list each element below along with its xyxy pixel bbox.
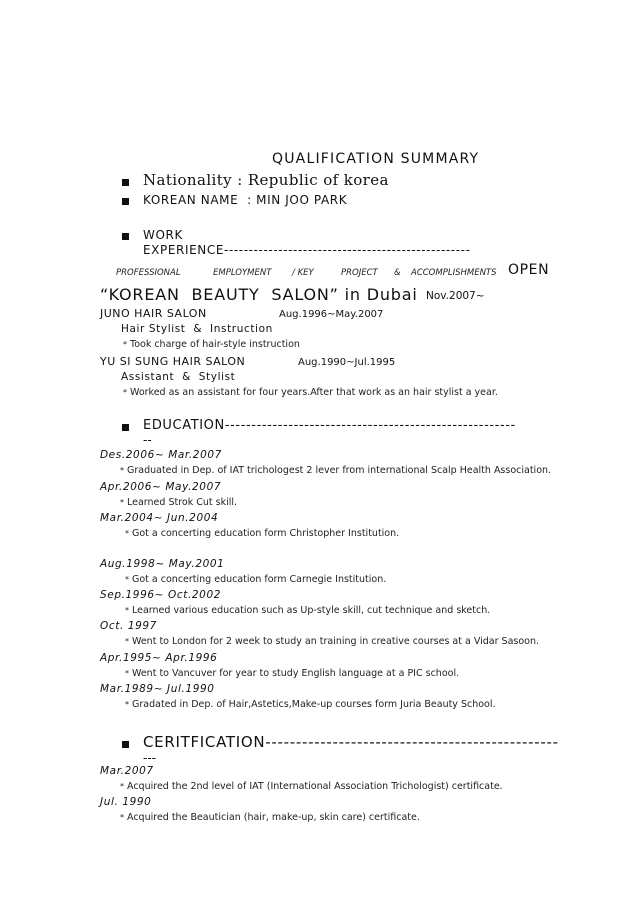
education-detail: * Got a concerting education form Carnegie Institution. [125,574,387,585]
education-detail: * Went to London for 2 week to study an training in creative courses at a Vidar Sasoon. [125,636,540,647]
certification-date: Mar.2007 [100,765,154,777]
work-heading: WORK [143,228,183,242]
education-detail: * Got a concerting education form Christopher Institution. [125,528,400,539]
certification-detail: * Acquired the Beautician (hair, make-up, skin care) certificate. [120,812,420,823]
job-dates: Aug.1990~Jul.1995 [298,357,396,368]
subheader-open: OPEN [508,262,550,278]
star-bullet-icon: * [120,782,124,791]
star-bullet-icon: * [123,340,127,349]
subheader-accomplishments: ACCOMPLISHMENTS [411,268,497,278]
star-bullet-icon: * [123,388,127,397]
salon-date: Nov.2007~ [426,290,485,302]
star-bullet-icon: * [120,813,124,822]
page-title: QUALIFICATION SUMMARY [272,151,480,167]
job-dates: Aug.1996~May.2007 [279,309,384,320]
certification-heading: CERITFICATION------------------------------------------------ [143,733,559,751]
job-detail: * Took charge of hair-style instruction [123,339,300,350]
education-detail: * Learned Strok Cut skill. [120,497,238,508]
star-bullet-icon: * [125,575,129,584]
job-company: YU SI SUNG HAIR SALON [100,355,246,368]
star-bullet-icon: * [125,700,129,709]
education-detail: * Learned various education such as Up-style skill, cut technique and sketch. [125,605,491,616]
certification-detail: * Acquired the 2nd level of IAT (International Association Trichologist) certificate. [120,781,503,792]
bullet-square-icon [122,198,129,205]
education-date: Mar.1989~ Jul.1990 [100,683,215,695]
star-bullet-icon: * [125,606,129,615]
salon-name: “KOREAN BEAUTY SALON” in Dubai [100,285,418,304]
subheader-employment: EMPLOYMENT [213,268,272,278]
job-role: Assistant & Stylist [121,371,236,383]
education-heading-dashes: -- [143,433,152,447]
star-bullet-icon: * [125,637,129,646]
education-detail: * Graduated in Dep. of IAT trichologest 2 lever from international Scalp Health Association. [120,465,552,476]
certification-heading-dashes: --- [143,751,156,765]
work-heading-dashes: EXPERIENCE-------------------------------------------------- [143,243,471,257]
education-date: Des.2006~ Mar.2007 [100,449,222,461]
education-date: Aug.1998~ May.2001 [100,558,225,570]
education-date: Sep.1996~ Oct.2002 [100,589,221,601]
star-bullet-icon: * [125,669,129,678]
subheader-key: / KEY [292,268,314,278]
subheader-amp: & [394,268,401,278]
bullet-square-icon [122,424,129,431]
certification-date: Jul. 1990 [100,796,152,808]
bullet-square-icon [122,179,129,186]
education-heading: EDUCATION------------------------------------------------------- [143,418,516,433]
star-bullet-icon: * [125,529,129,538]
education-date: Oct. 1997 [100,620,157,632]
job-detail: * Worked as an assistant for four years.After that work as an hair stylist a year. [123,387,498,398]
education-date: Mar.2004~ Jun.2004 [100,512,219,524]
star-bullet-icon: * [120,466,124,475]
education-detail: * Gradated in Dep. of Hair,Astetics,Make-up courses form Juria Beauty School. [125,699,496,710]
subheader-project: PROJECT [341,268,378,278]
nationality: Nationality : Republic of korea [143,171,389,189]
education-detail: * Went to Vancuver for year to study English language at a PIC school. [125,668,460,679]
bullet-square-icon [122,741,129,748]
korean-name: KOREAN NAME : MIN JOO PARK [143,193,348,207]
job-role: Hair Stylist & Instruction [121,323,273,335]
education-date: Apr.2006~ May.2007 [100,481,222,493]
star-bullet-icon: * [120,498,124,507]
education-date: Apr.1995~ Apr.1996 [100,652,218,664]
subheader-professional: PROFESSIONAL [116,268,181,278]
job-company: JUNO HAIR SALON [100,307,207,320]
bullet-square-icon [122,233,129,240]
